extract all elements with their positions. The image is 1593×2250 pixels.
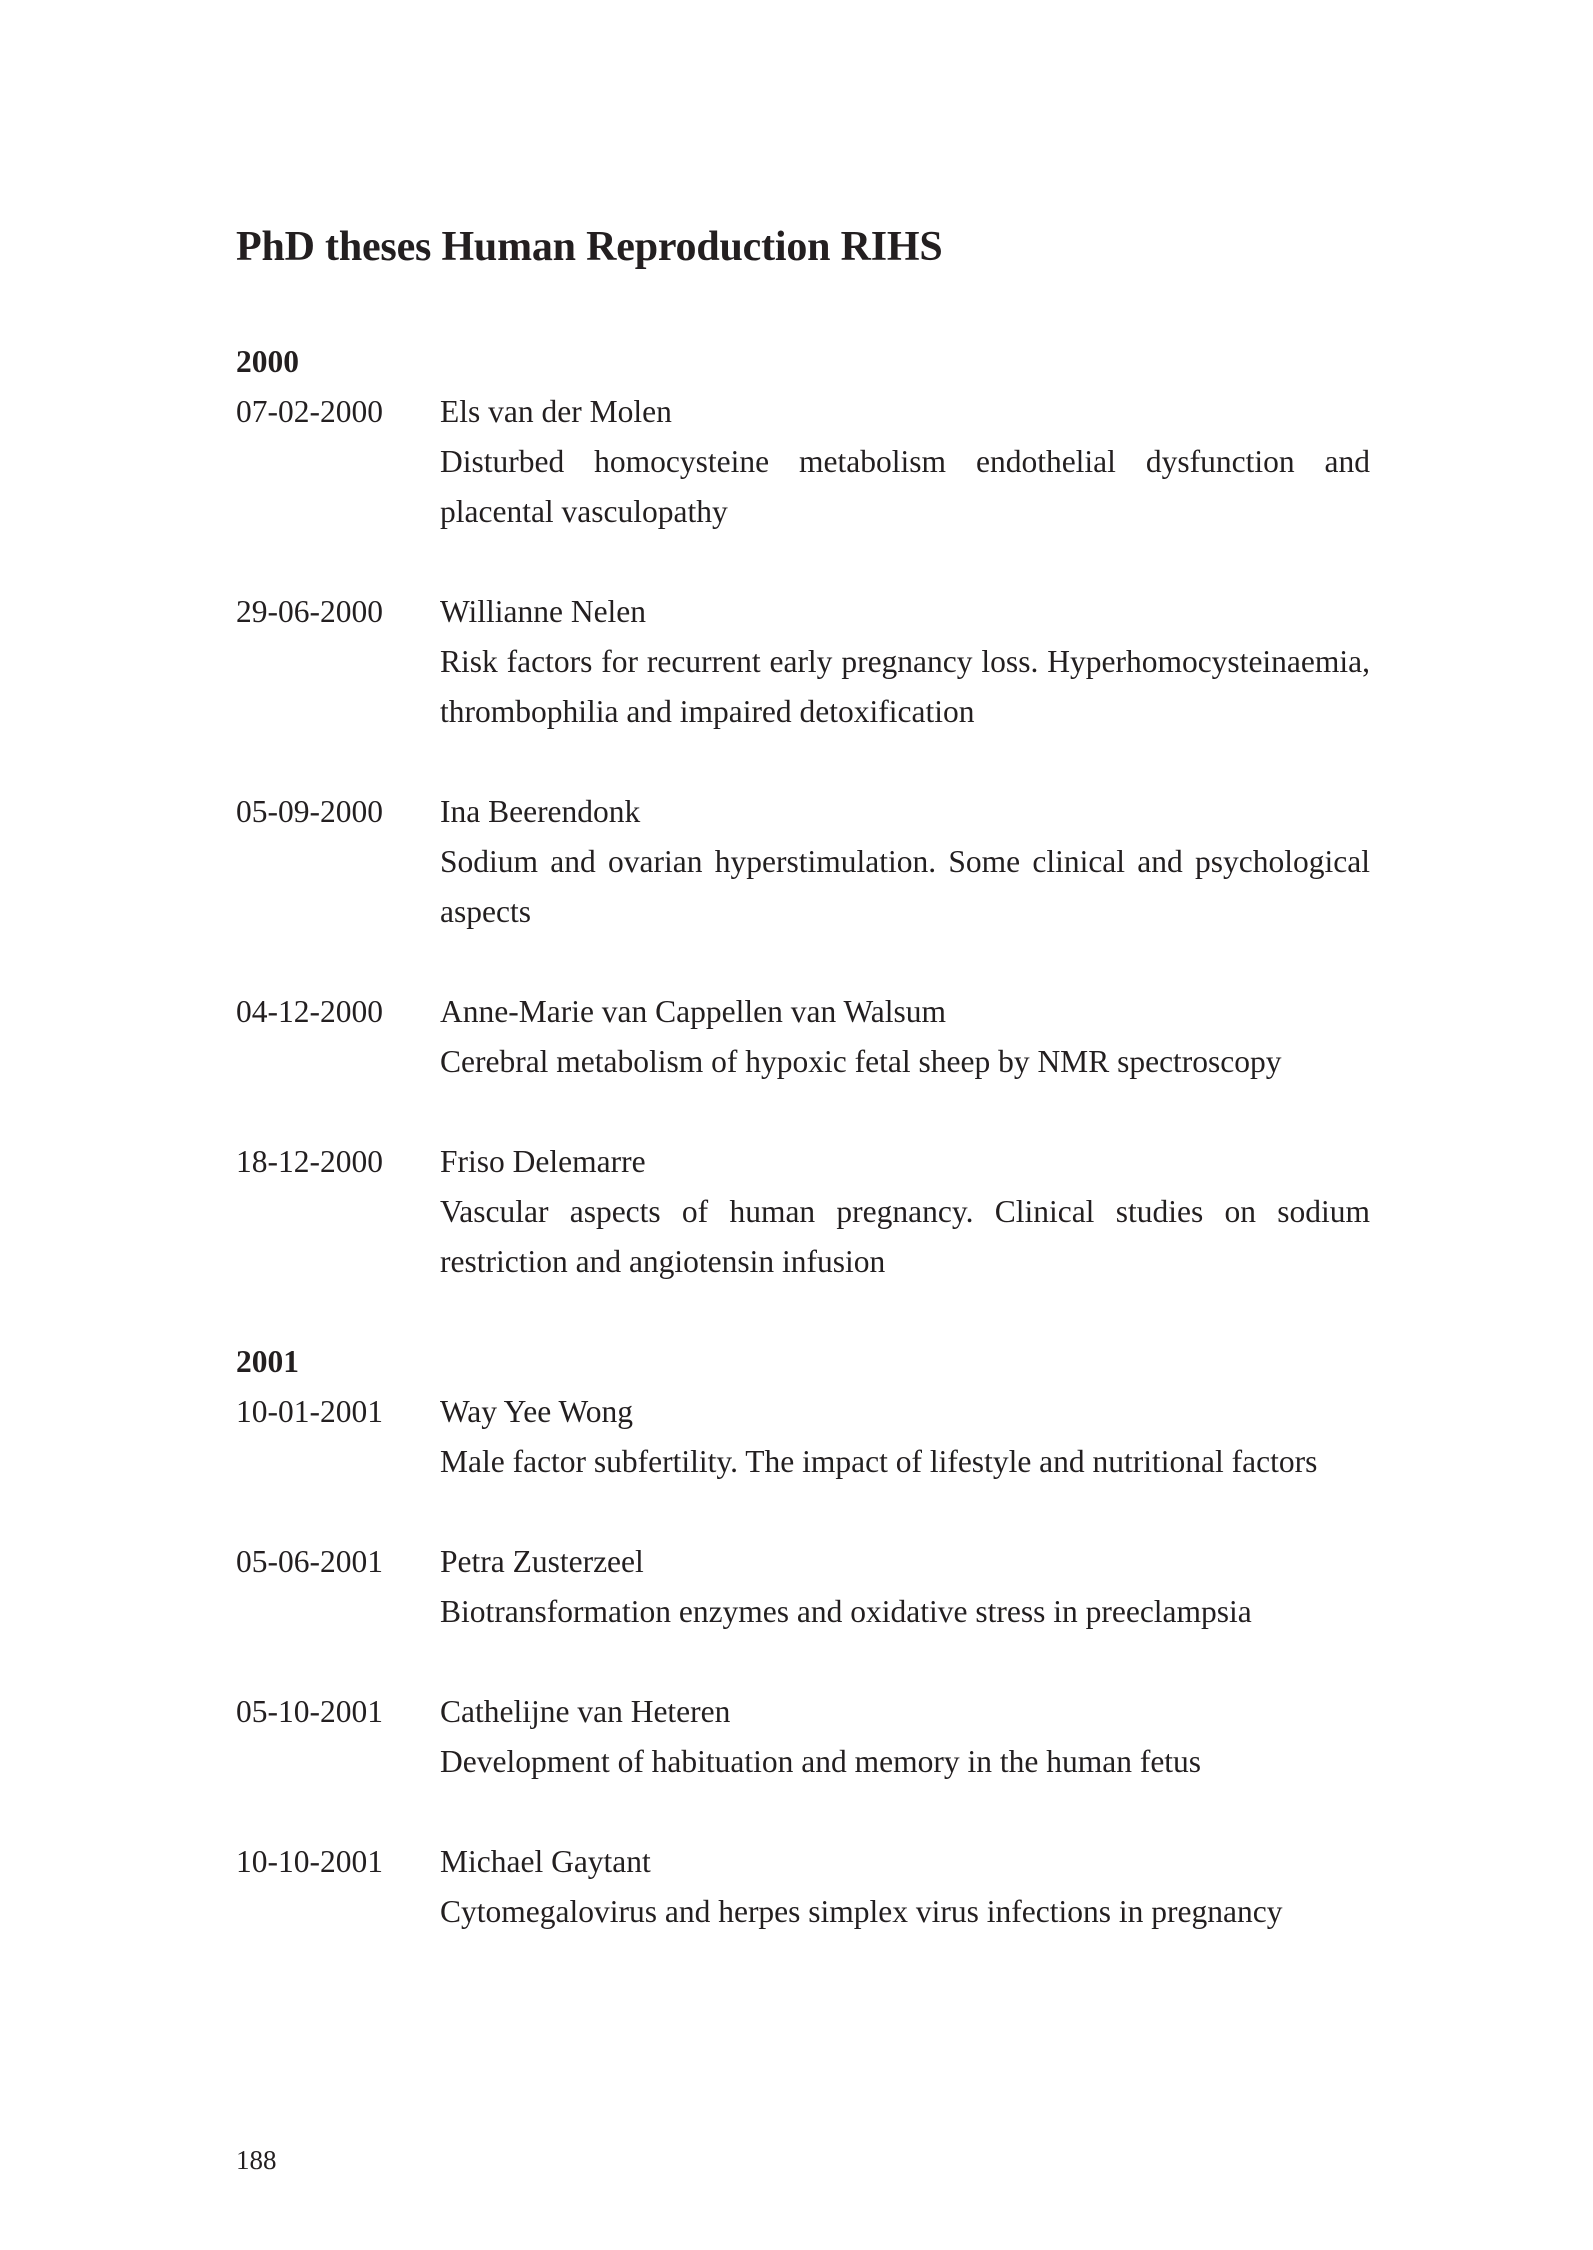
year-section-2001 (236, 1337, 1370, 1937)
thesis-entry (236, 1137, 1370, 1287)
thesis-title: Risk factors for recurrent early pregnancy loss. Hyperhomocysteinaemia, thrombophilia and impaired detoxification (440, 644, 1370, 729)
theses-list (236, 337, 1370, 1937)
year-heading: 2000 (236, 344, 299, 379)
defense-date: 10-01-2001 (236, 1394, 383, 1429)
thesis-title: Vascular aspects of human pregnancy. Clinical studies on sodium restriction and angiotensin infusion (440, 1194, 1370, 1279)
thesis-entry (236, 587, 1370, 737)
author-name: Friso Delemarre (440, 1144, 646, 1179)
author-name: Cathelijne van Heteren (440, 1694, 731, 1729)
author-name: Michael Gaytant (440, 1844, 651, 1879)
thesis-details (440, 987, 1370, 1087)
author-name: Els van der Molen (440, 394, 672, 429)
thesis-details (440, 587, 1370, 737)
thesis-title: Development of habituation and memory in the human fetus (440, 1744, 1202, 1779)
page-number: 188 (236, 2145, 277, 2175)
thesis-title: Cerebral metabolism of hypoxic fetal sheep by NMR spectroscopy (440, 1044, 1282, 1079)
thesis-title: Sodium and ovarian hyperstimulation. Some clinical and psychological aspects (440, 844, 1370, 929)
author-name: Petra Zusterzeel (440, 1544, 644, 1579)
thesis-entry (236, 1837, 1370, 1937)
thesis-entry (236, 387, 1370, 537)
thesis-entry (236, 787, 1370, 937)
thesis-details (440, 787, 1370, 937)
year-section-2000 (236, 337, 1370, 1287)
thesis-details (440, 387, 1370, 537)
thesis-details (440, 1537, 1370, 1637)
thesis-entry (236, 1687, 1370, 1787)
year-heading: 2001 (236, 1344, 299, 1379)
author-name: Ina Beerendonk (440, 794, 641, 829)
thesis-details (440, 1387, 1370, 1487)
thesis-entry (236, 1387, 1370, 1487)
defense-date: 05-09-2000 (236, 794, 383, 829)
defense-date: 29-06-2000 (236, 594, 383, 629)
thesis-details (440, 1687, 1370, 1787)
defense-date: 07-02-2000 (236, 394, 383, 429)
defense-date: 05-06-2001 (236, 1544, 383, 1579)
thesis-title: Male factor subfertility. The impact of lifestyle and nutritional factors (440, 1444, 1318, 1479)
author-name: Willianne Nelen (440, 594, 647, 629)
defense-date: 04-12-2000 (236, 994, 383, 1029)
thesis-title: Disturbed homocysteine metabolism endothelial dysfunction and placental vasculopathy (440, 444, 1370, 529)
thesis-title: Cytomegalovirus and herpes simplex virus infections in pregnancy (440, 1894, 1283, 1929)
defense-date: 18-12-2000 (236, 1144, 383, 1179)
defense-date: 05-10-2001 (236, 1694, 383, 1729)
page-title: PhD theses Human Reproduction RIHS (236, 224, 943, 270)
thesis-details (440, 1837, 1370, 1937)
author-name: Way Yee Wong (440, 1394, 633, 1429)
thesis-entry (236, 1537, 1370, 1637)
defense-date: 10-10-2001 (236, 1844, 383, 1879)
author-name: Anne-Marie van Cappellen van Walsum (440, 994, 946, 1029)
thesis-details (440, 1137, 1370, 1287)
thesis-title: Biotransformation enzymes and oxidative stress in preeclampsia (440, 1594, 1252, 1629)
thesis-entry (236, 987, 1370, 1087)
